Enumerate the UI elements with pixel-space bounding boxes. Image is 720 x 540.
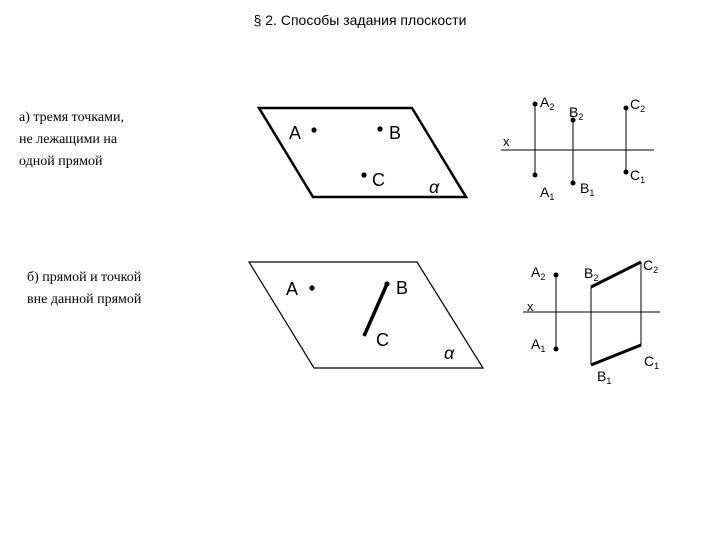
- label-b1: $B_1$: [580, 180, 595, 198]
- point-a-dot: [309, 285, 314, 290]
- description-b-line-1: б) прямой и точкой: [27, 270, 142, 285]
- axis-x-label: x: [503, 134, 510, 149]
- line-bc: [364, 284, 387, 336]
- label-c1: $C_1$: [630, 167, 646, 185]
- projection-b: [523, 257, 660, 386]
- description-a-line-3: одной прямой: [19, 154, 103, 169]
- label-a1: $A_1$: [540, 184, 555, 202]
- point-c-label: C: [376, 330, 389, 350]
- label-c2: $C_2$: [630, 96, 646, 114]
- description-a-line-2: не лежащими на: [19, 132, 118, 147]
- point-a2-dot: [533, 102, 538, 107]
- point-b1-dot: [571, 181, 576, 186]
- point-a-label: A: [289, 123, 302, 143]
- point-a-dot: [311, 127, 316, 132]
- label-a1: $A_1$: [531, 336, 546, 354]
- point-c1-dot: [624, 170, 629, 175]
- axis-x-label: x: [527, 299, 534, 314]
- page-title: § 2. Способы задания плоскости: [253, 12, 467, 28]
- description-a-line-1: а) тремя точками,: [19, 110, 124, 125]
- label-b2: $B_2$: [569, 104, 584, 122]
- description-b-line-2: вне данной прямой: [27, 292, 142, 307]
- label-a2: $A_2$: [531, 264, 546, 282]
- label-b1: $B_1$: [597, 368, 612, 386]
- label-b2: $B_2$: [584, 265, 599, 283]
- projection-a: [501, 94, 654, 202]
- label-c2: $C_2$: [643, 257, 659, 275]
- plane-alpha-label: α: [429, 177, 440, 197]
- point-c-dot: [361, 172, 366, 177]
- point-a2-dot: [554, 273, 559, 278]
- point-c-label: C: [372, 170, 385, 190]
- label-a2: $A_2$: [540, 94, 555, 112]
- segment-b1c1: [591, 345, 641, 365]
- point-b-dot: [377, 126, 382, 131]
- point-a1-dot: [554, 347, 559, 352]
- point-b-label: B: [389, 123, 402, 143]
- label-c1: $C_1$: [644, 353, 660, 371]
- point-c2-dot: [624, 106, 629, 111]
- plane-a: [259, 108, 466, 197]
- point-a1-dot: [533, 173, 538, 178]
- point-b-label: B: [396, 278, 409, 298]
- plane-b: [249, 262, 483, 368]
- point-a-label: A: [286, 279, 299, 299]
- segment-b2c2: [591, 262, 641, 287]
- plane-alpha-label: α: [444, 343, 455, 363]
